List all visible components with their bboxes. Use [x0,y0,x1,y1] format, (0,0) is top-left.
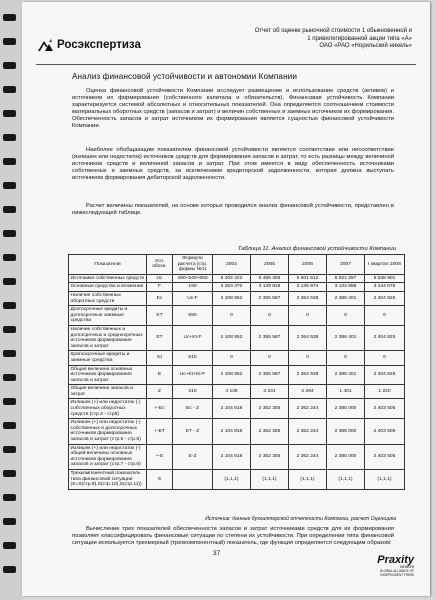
binder-ring [3,470,16,477]
document-page [22,2,430,596]
table-cell: 5 538 901 [365,274,405,283]
table-cell: 2 404 825 [365,291,405,305]
table-cell: 2 364 538 [289,365,327,385]
table-caption: Таблица 11. Анализ финансовой устойчивости Компании [237,246,396,252]
table-cell: 3 139 818 [251,283,289,292]
table-cell: 5 501 512 [289,274,327,283]
table-cell: E-Z [173,444,213,469]
table-cell: 0 [251,306,289,326]
table-header-cell: 2005 [251,255,289,275]
paragraph-1: Оценка финансовой устойчивости Компании исследует размещение и использование средств (активов) и источников их формирования (собственного капитала и обязательств). Финансовая устойчивость Компании характеризуется системой абсолютных и относительных показателей. Она определяется соотношением стоимости материальных оборотных средств (запасов и затрат) и величин собственных и заемных источников их формирования. Обеспеченность запасов и затрат источником их формирования является сущностью финансовой устойчивости Компании. [72,88,394,130]
header-divider [36,64,416,65]
table-row [69,306,405,326]
praxity-logo [377,554,414,577]
table-cell: 3 231 [251,385,289,399]
table-cell: Основные средства и вложения [69,283,147,292]
table-cell: 2 108 952 [213,291,251,305]
table-cell: Z [147,385,173,399]
table-cell: Ec [147,291,173,305]
table-cell: +-ET [147,419,173,444]
binder-ring [3,110,16,117]
table-cell: 0 [213,351,251,365]
table-cell: Общая величина основных источников формирования запасов и затрат [69,365,147,385]
table-cell: 3 134 076 [365,283,405,292]
binder-edge [0,0,22,600]
table-cell: 1 220 [365,385,405,399]
report-header-line2: 1 привилегированной акции типа «А» [307,35,412,42]
table-row [69,419,405,444]
praxity-member: MEMBER [400,565,414,569]
table-cell: Uc-F [173,291,213,305]
table-cell: 5 402 422 [213,274,251,283]
table-cell: 4 136 [213,385,251,399]
binder-ring [3,446,16,453]
table-cell: 2 352 355 [251,419,289,444]
table-cell: 2 385 000 [327,399,365,419]
binder-ring [3,374,16,381]
table-cell: (1,1,1) [213,470,251,490]
table-header-cell: Показатели [69,255,147,275]
table-cell: 2 403 605 [365,419,405,444]
table-cell: +-E [147,444,173,469]
table-cell [173,470,213,490]
table-cell: 2 403 605 [365,399,405,419]
table-cell: (1,1,1) [327,470,365,490]
binder-ring [3,350,16,357]
binder-ring [3,422,16,429]
table-row [69,283,405,292]
table-cell: 0 [327,306,365,326]
table-cell: 2 386 401 [327,365,365,385]
table-cell: 2 404 825 [365,325,405,350]
table-cell: 2 403 605 [365,444,405,469]
paragraph-2: Наиболее обобщающим показателем финансовой устойчивости является соответствие или несоответствие (излишек или недостаток) источников средств для формирования запасов и затрат, то есть разницы между величиной источников средств и величиной запасов и затрат. При этом имеется в виду обеспеченность источниками собственных и заемных средств, за исключением кредиторской задолженности, которая должна выступать источником формирования дебиторской задолженности. [72,147,394,182]
report-header-line3: ОАО «РАО «Норильский никель» [319,43,412,49]
table-row [69,365,405,385]
company-logo [36,38,141,52]
binder-ring [3,542,16,549]
page-number: 37 [213,550,221,557]
table-cell: 2 362 244 [289,419,327,444]
table-cell: Uc [147,274,173,283]
table-cell: 2 385 000 [327,419,365,444]
table-cell: Излишек (+) или недостаток (-) собственных и долгосрочных источников формирования запасов и затрат (стр.5 - стр.8) [69,419,147,444]
table-row [69,274,405,283]
binder-ring [3,398,16,405]
table-cell: Uc+Kt-F [173,325,213,350]
table-cell: Kt [147,351,173,365]
binder-ring [3,518,16,525]
binder-ring [3,38,16,45]
company-logo-icon [36,38,54,52]
table-cell: 2 364 538 [289,325,327,350]
table-cell: Наличие собственных оборотных средств [69,291,147,305]
table-cell: Излишек (+) или недостаток (-) общей величины основных источников формирования запасов и затрат (стр.7 - стр.8) [69,444,147,469]
binder-ring [3,326,16,333]
praxity-brand: Praxity [377,554,414,566]
table-row [69,291,405,305]
binder-ring [3,302,16,309]
table-cell: 5 521 297 [327,274,365,283]
table-cell: 3 293 470 [213,283,251,292]
table-header-cell: Формула расчета (стр. формы №1) [173,255,213,275]
table-cell: E [147,365,173,385]
report-header [255,28,412,51]
table-cell: 2 294 [289,385,327,399]
financial-stability-table [68,254,405,490]
table-header-cell: 2004 [213,255,251,275]
table-cell: 2 362 244 [289,444,327,469]
table-header-cell: I квартал 2008 [365,255,405,275]
table-cell: F [147,283,173,292]
table-cell: 2 404 825 [365,365,405,385]
table-cell: 490+640+650 [173,274,213,283]
table-header-row [69,255,405,275]
praxity-firms: INDEPENDENT FIRMS [380,572,414,577]
binder-ring [3,182,16,189]
table-cell: 2 362 244 [289,399,327,419]
table-header-cell: 2006 [289,255,327,275]
table-cell: 0 [289,351,327,365]
table-cell: +-Ec [147,399,173,419]
table-row [69,325,405,350]
binder-ring [3,206,16,213]
table-cell: 0 [213,306,251,326]
table-cell: Uc+Kt+Kt-F [173,365,213,385]
table-cell: (1,1,1) [251,470,289,490]
table-cell: 590 [173,306,213,326]
table-row [69,470,405,490]
section-title: Анализ финансовой устойчивости и автономии Компании [72,72,298,81]
table-cell: 2 355 587 [251,291,289,305]
table-cell: 3 136 974 [289,283,327,292]
table-cell: 210 [173,385,213,399]
table-cell: 2 108 952 [213,325,251,350]
table-cell: KT [147,306,173,326]
table-cell: Общая величина запасов и затрат [69,385,147,399]
report-header-line1: Отчет об оценке рыночной стоимости 1 обыкновенной и [254,28,412,34]
binder-ring [3,230,16,237]
table-cell: Трехкомпонентный показатель типа финансовой ситуации (S=S(стр.9),S(стр.10),S(стр.11)) [69,470,147,490]
table-cell: 2 355 587 [251,365,289,385]
binder-ring [3,86,16,93]
table-header-cell: 2007 [327,255,365,275]
table-cell: 2 352 355 [251,399,289,419]
table-cell: ET - Z [173,419,213,444]
table-cell: 3 134 896 [327,283,365,292]
binder-ring [3,254,16,261]
table-cell: Ec - Z [173,399,213,419]
table-cell: 0 [365,306,405,326]
binder-ring [3,494,16,501]
table-cell: 2 104 816 [213,399,251,419]
binder-ring [3,62,16,69]
binder-ring [3,134,16,141]
table-cell: (1,1,1) [289,470,327,490]
table-row [69,351,405,365]
table-cell: 5 495 405 [251,274,289,283]
table-cell: 2 108 952 [213,365,251,385]
paragraph-3: Расчет величины показателей, на основе которых проводился анализ финансовой устойчивости, представлен в нижеследующей таблице. [72,203,394,217]
table-cell: 2 386 401 [327,291,365,305]
binder-ring [3,566,16,573]
table-row [69,444,405,469]
table-cell: 0 [327,351,365,365]
table-cell: 190 [173,283,213,292]
table-cell: 0 [251,351,289,365]
table-cell: 2 355 587 [251,325,289,350]
table-cell: 610 [173,351,213,365]
table-cell: Излишек (+) или недостаток (-) собственных оборотных средств (стр.3 - стр8) [69,399,147,419]
table-cell: 2 385 000 [327,444,365,469]
table-cell: ET [147,325,173,350]
table-cell: 1 401 [327,385,365,399]
table-cell: Источники собственных средств [69,274,147,283]
table-cell: S [147,470,173,490]
table-cell: (1,1,1) [365,470,405,490]
binder-ring [3,14,16,21]
table-row [69,385,405,399]
table-cell: 2 104 816 [213,419,251,444]
table-cell: Краткосрочные кредиты и заемные средства [69,351,147,365]
table-cell: 2 386 401 [327,325,365,350]
table-cell: Долгосрочные кредиты и долгосрочные заемные средства [69,306,147,326]
company-name: Росэкспертиза [57,39,141,51]
table-row [69,399,405,419]
table-cell: 2 104 816 [213,444,251,469]
table-cell: 2 364 538 [289,291,327,305]
table-header-cell: Усл. обозн. [147,255,173,275]
table-cell: Наличие собственных и долгосрочных и среднесрочных источников формирования запасов и затрат [69,325,147,350]
paragraph-after-table: Вычисление трех показателей обеспеченности запасов и затрат источниками средств для их формирования позволяет классифицировать финансовые ситуации по степени их устойчивости. При определении типа финансовой ситуации используется трехмерный (трехкомпонентный) показатель, где функция определяется следующим образом: [72,526,394,547]
table-cell: 2 352 355 [251,444,289,469]
binder-ring [3,278,16,285]
binder-ring [3,158,16,165]
table-cell: 0 [365,351,405,365]
praxity-alliance: GLOBAL ALLIANCE OF [379,568,414,573]
table-cell: 0 [289,306,327,326]
table-source: Источник: данные бухгалтерской отчетности Компании, расчет Оценщика [205,516,396,522]
